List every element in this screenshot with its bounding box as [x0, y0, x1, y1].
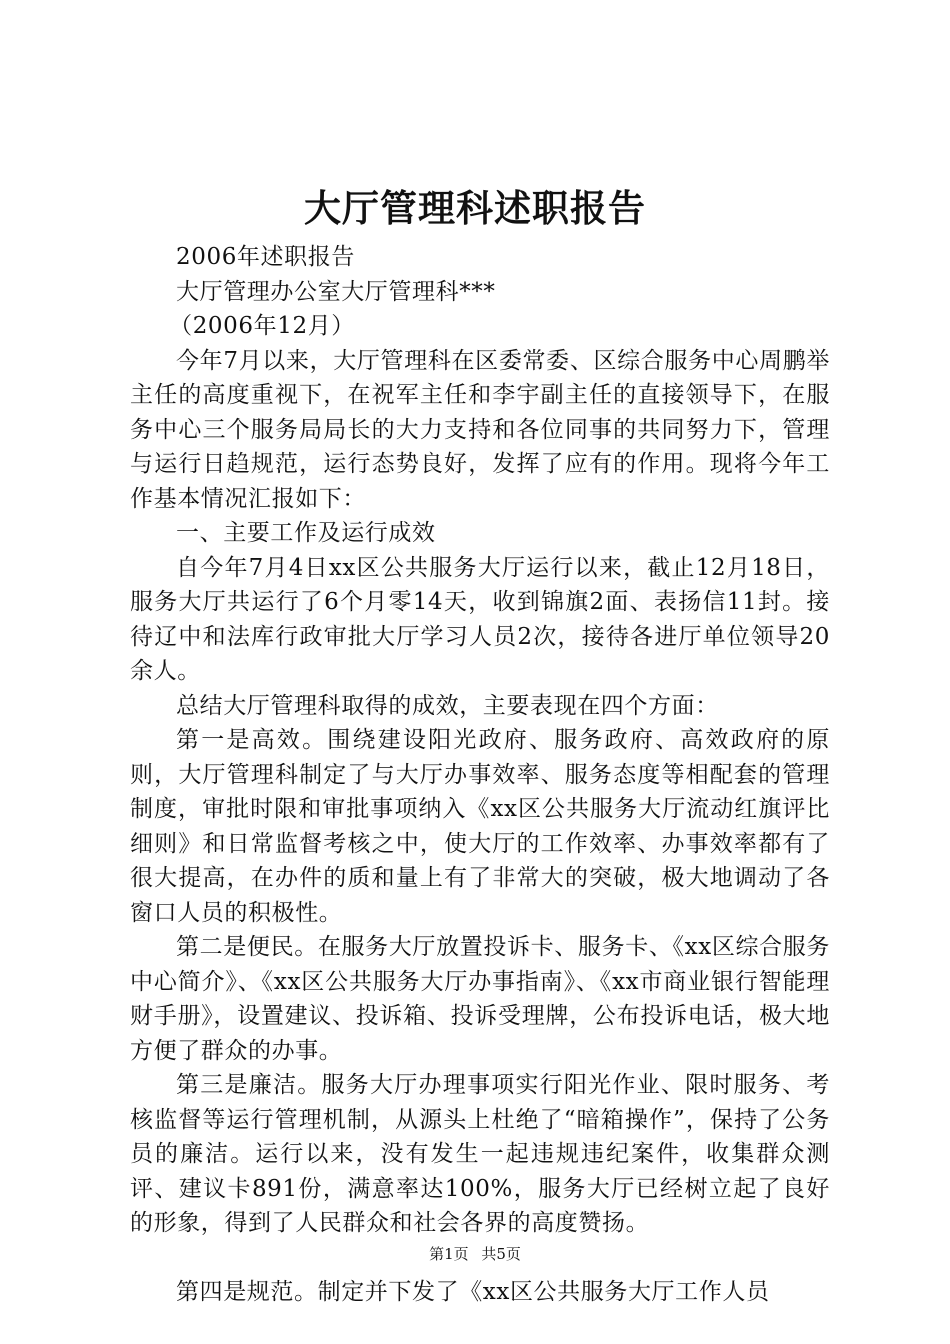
page-number: 第1页 [429, 1245, 469, 1263]
date-line: （2006年12月） [169, 313, 355, 339]
convenience-paragraph: 第二是便民。在服务大厅放置投诉卡、服务卡、《xx区综合服务中心简介》、《xx区公共服务大厅办事指南》、《xx市商业银行智能理财手册》，设置建议、投诉箱、投诉受理牌，公布投诉电话，极大地方便了群众的办事。 [130, 934, 830, 1064]
report-year-line: 2006年述职报告 [176, 244, 355, 270]
integrity-paragraph: 第三是廉洁。服务大厅办理事项实行阳光作业、限时服务、考核监督等运行管理机制，从源头上杜绝了“暗箱操作”，保持了公务员的廉洁。运行以来，没有发生一起违规违纪案件，收集群众测评、建议卡891份，满意率达100%，服务大厅已经树立起了良好的形象，得到了人民群众和社会各界的高度赞扬。 [130, 1072, 830, 1236]
page-total: 共5页 [481, 1245, 521, 1263]
document-title: 大厅管理科述职报告 [304, 186, 646, 230]
efficiency-paragraph: 第一是高效。围绕建设阳光政府、服务政府、高效政府的原则，大厅管理科制定了与大厅办事效率、服务态度等相配套的管理制度，审批时限和审批事项纳入《xx区公共服务大厅流动红旗评比细则》和日常监督考核之中，使大厅的工作效率、办事效率都有了很大提高，在办件的质和量上有了非常大的突破，极大地调动了各窗口人员的积极性。 [130, 727, 830, 926]
section-heading: 一、主要工作及运行成效 [176, 520, 436, 546]
document-body [130, 240, 830, 1309]
author-line: 大厅管理办公室大厅管理科*** [176, 278, 496, 305]
standardization-paragraph: 第四是规范。制定并下发了《xx区公共服务大厅工作人员 [176, 1278, 770, 1305]
intro-paragraph: 今年7月以来，大厅管理科在区委常委、区综合服务中心周鹏举主任的高度重视下，在祝军主任和李宇副主任的直接领导下，在服务中心三个服务局局长的大力支持和各位同事的共同努力下，管理与运行日趋规范，运行态势良好，发挥了应有的作用。现将今年工作基本情况汇报如下： [130, 347, 830, 512]
page-footer [0, 1243, 950, 1265]
operation-summary-paragraph: 自今年7月4日xx区公共服务大厅运行以来，截止12月18日，服务大厅共运行了6个月零14天，收到锦旗2面、表扬信11封。接待辽中和法库行政审批大厅学习人员2次，接待各进厅单位领导20余人。 [130, 554, 830, 684]
achievements-intro-paragraph: 总结大厅管理科取得的成效，主要表现在四个方面： [176, 692, 719, 719]
